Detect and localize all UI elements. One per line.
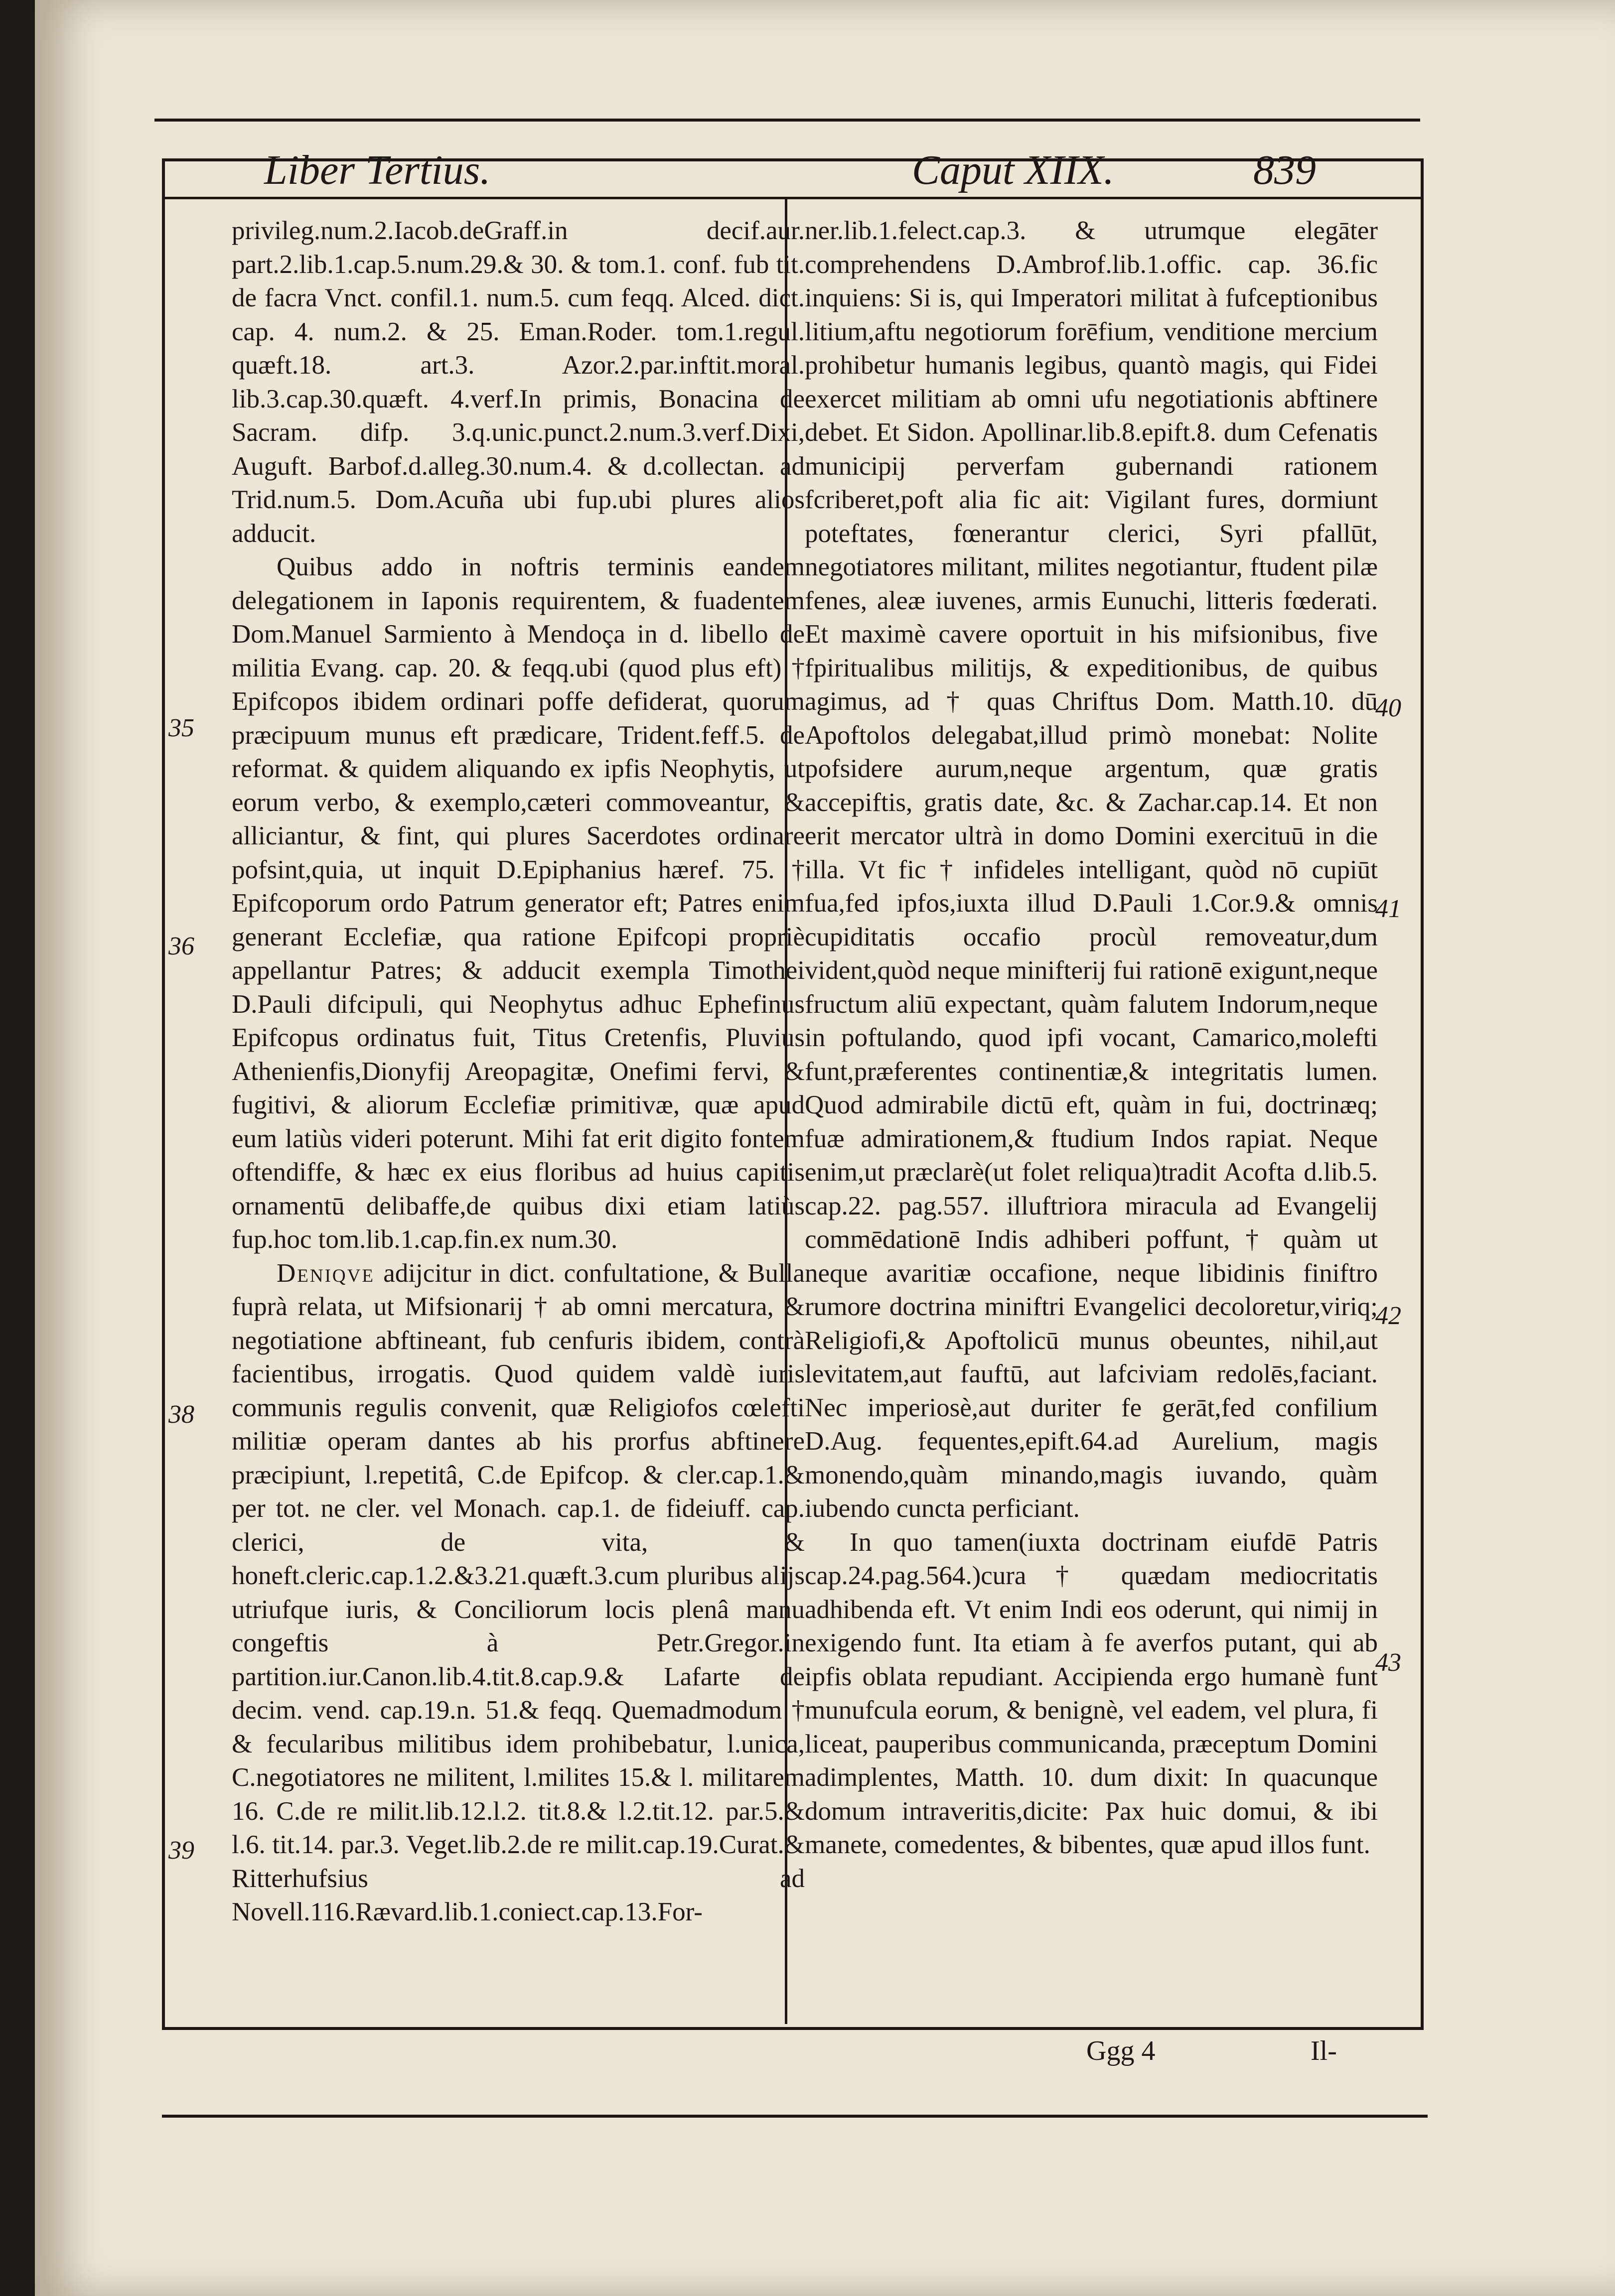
marginal-number-41: 41 <box>1375 895 1401 923</box>
marginal-number-42: 42 <box>1375 1302 1401 1330</box>
left-paragraph-3 <box>232 1257 805 1929</box>
marginal-number-38: 38 <box>168 1400 194 1429</box>
top-rule <box>154 119 1420 122</box>
catchword: Il- <box>1311 2035 1337 2066</box>
marginal-number-36: 36 <box>168 932 194 960</box>
header-rule <box>162 197 1424 199</box>
right-paragraph-2: In quo tamen(iuxta doctrinam eiufdē Patris cap.24.pag.564.)cura † quædam mediocritatis adhibenda eft. Vt enim Indi eos oderunt, qui nimij in exigendo funt. Ita etiam à fe averfos putant, qui ab ipfis oblata repudiant. Accipienda ergo humanè funt munufcula eorum, & benignè, vel eadem, vel plura, fi liceat, pauperibus communicanda, præceptum Domini adimplentes, Matth. 10. dum dixit: In quacunque domum intraveritis,dicite: Pax huic domui, & ibi manete, comedentes, & bibentes, quæ apud illos funt. <box>805 1527 1378 1859</box>
right-paragraph-1: ner.lib.1.felect.cap.3. & utrumque elegāter comprehendens D.Ambrof.lib.1.offic. cap. 36.fic inquiens: Si is, qui Imperatori militat à fufceptionibus litium,aftu negotiorum forēfium, venditione mercium prohibetur humanis legibus, quantò magis, qui Fidei exercet militiam ab omni ufu negotiationis abftinere debet. Et Sidon. Apollinar.lib.8.epift.8. dum Cefenatis municipij perverfam gubernandi rationem fcriberet,poft alia fic ait: Vigilant fures, dormiunt poteftates, fœnerantur clerici, Syri pfallūt, negotiatores militant, milites negotiantur, ftudent pilæ fenes, aleæ iuvenes, armis Eunuchi, litteris fœderati. Et maximè cavere oportuit in his mifsionibus, five fpiritualibus militijs, & expeditionibus, de quibus agimus, ad † quas Chriftus Dom. Matth.10. dū Apoftolos delegabat,illud primò monebat: Nolite pofsidere aurum,neque argentum, quæ gratis accepiftis, gratis date, &c. & Zachar.cap.14. Et non erit mercator ultrà in domo Domini exercituū in die illa. Vt fic † infideles intelligant, quòd nō cupiūt fua,fed ipfos,iuxta illud D.Pauli 1.Cor.9.& omnis cupiditatis occafio procùl removeatur,dum vident,quòd neque minifterij fui rationē exigunt,neque fructum aliū expectant, quàm falutem Indorum,neque in poftulando, quod ipfi vocant, Camarico,molefti funt,præferentes continentiæ,& integritatis lumen. Quod admirabile dictū eft, quàm in fui, doctrinæq; fuæ admirationem,& ftudium Indos rapiat. Neque enim,ut præclarè(ut folet reliqua)tradit Acofta d.lib.5. cap.22. pag.557. illuftriora miracula ad Evangelij commēdationē Indis adhiberi poffunt, † quàm ut neque avaritiæ occafione, neque libidinis finiftro rumore doctrina miniftri Evangelici decoloretur,viriq; Religiofi,& Apoftolicū munus obeuntes, nihil,aut levitatem,aut fauftū, aut lafciviam redolēs,faciant. Nec imperiosè,aut duriter fe gerāt,fed confilium D.Aug. fequentes,epift.64.ad Aurelium, magis monendo,quàm minando,magis iuvando, quàm iubendo cuncta perficiant. <box>805 216 1378 1523</box>
left-paragraph-2: Quibus addo in noftris terminis eandem delegationem in Iaponis requirentem, & fuadentem Dom.Manuel Sarmiento à Mendoça in d. libello de militia Evang. cap. 20. & feqq.ubi (quod plus eft) † Epifcopos ibidem ordinari poffe defiderat, quorum præcipuum munus eft prædicare, Trident.feff.5. de reformat. & quidem aliquando ex ipfis Neophytis, ut eorum verbo, & exemplo,cæteri commoveantur, & alliciantur, & fint, qui plures Sacerdotes ordinare pofsint,quia, ut inquit D.Epiphanius hæref. 75. † Epifcoporum ordo Patrum generator eft; Patres enim generant Ecclefiæ, qua ratione Epifcopi propriè appellantur Patres; & adducit exempla Timothei D.Pauli difcipuli, qui Neophytus adhuc Ephefinus Epifcopus ordinatus fuit, Titus Cretenfis, Pluvius Athenienfis,Dionyfij Areopagitæ, Onefimi fervi, & fugitivi, & aliorum Ecclefiæ primitivæ, quæ apud eum latiùs videri poterunt. Mihi fat erit digito fontem oftendiffe, & hæc ex eius floribus ad huius capitis ornamentū delibaffe,de quibus dixi etiam latiùs fup.hoc tom.lib.1.cap.fin.ex num.30. <box>232 552 805 1254</box>
signature-mark: Ggg 4 <box>1086 2035 1156 2066</box>
bottom-rule <box>162 2115 1428 2118</box>
marginal-number-43: 43 <box>1375 1648 1401 1677</box>
left-paragraph-3-text: adijcitur in dict. confultatione, & Bulla fuprà relata, ut Mifsionarij † ab omni mercatura, & negotiatione abftineant, fub cenfuris ibidem, contrà facientibus, irrogatis. Quod quidem valdè iuris communis regulis convenit, quæ Religiofos cœlefti militiæ operam dantes ab his prorfus abftinere præcipiunt, l.repetitâ, C.de Epifcop. & cler.cap.1.& per tot. ne cler. vel Monach. cap.1. de fideiuff. cap. clerici, de vita, & honeft.cleric.cap.1.2.&3.21.quæft.3.cum pluribus alijs utriufque iuris, & Conciliorum locis plenâ manu congeftis à Petr.Gregor.in partition.iur.Canon.lib.4.tit.8.cap.9.& Lafarte de decim. vend. cap.19.n. 51.& feqq. Quemadmodum † & fecularibus militibus idem prohibebatur, l.unica, C.negotiatores ne militent, l.milites 15.& l. militarem 16. C.de re milit.lib.12.l.2. tit.8.& l.2.tit.12. par.5.& l.6. tit.14. par.3. Veget.lib.2.de re milit.cap.19.Curat.& Ritterhufsius ad Novell.116.Rævard.lib.1.coniect.cap.13.For- <box>232 1258 805 1926</box>
marginal-number-40: 40 <box>1375 694 1401 722</box>
right-column <box>805 214 1378 2008</box>
page-number: 839 <box>1253 147 1316 193</box>
left-paragraph-1: privileg.num.2.Iacob.deGraff.in decif.aur. part.2.lib.1.cap.5.num.29.& 30. & tom.1. conf. fub tit. de facra Vnct. confil.1. num.5. cum feqq. Alced. dict. cap. 4. num.2. & 25. Eman.Roder. tom.1.regul. quæft.18. art.3. Azor.2.par.inftit.moral. lib.3.cap.30.quæft. 4.verf.In primis, Bonacina de Sacram. difp. 3.q.unic.punct.2.num.3.verf.Dixi, Auguft. Barbof.d.alleg.30.num.4. & d.collectan. ad Trid.num.5. Dom.Acuña ubi fup.ubi plures alios adducit. <box>232 216 805 548</box>
marginal-number-35: 35 <box>168 714 194 742</box>
marginal-number-39: 39 <box>168 1836 194 1865</box>
running-head-book: Liber Tertius. <box>264 147 491 193</box>
running-head-chapter: Caput XIIX. <box>912 147 1114 193</box>
left-column <box>232 214 805 2008</box>
book-page <box>35 0 1615 2296</box>
paragraph-lead-word: Deniqve <box>277 1258 375 1288</box>
